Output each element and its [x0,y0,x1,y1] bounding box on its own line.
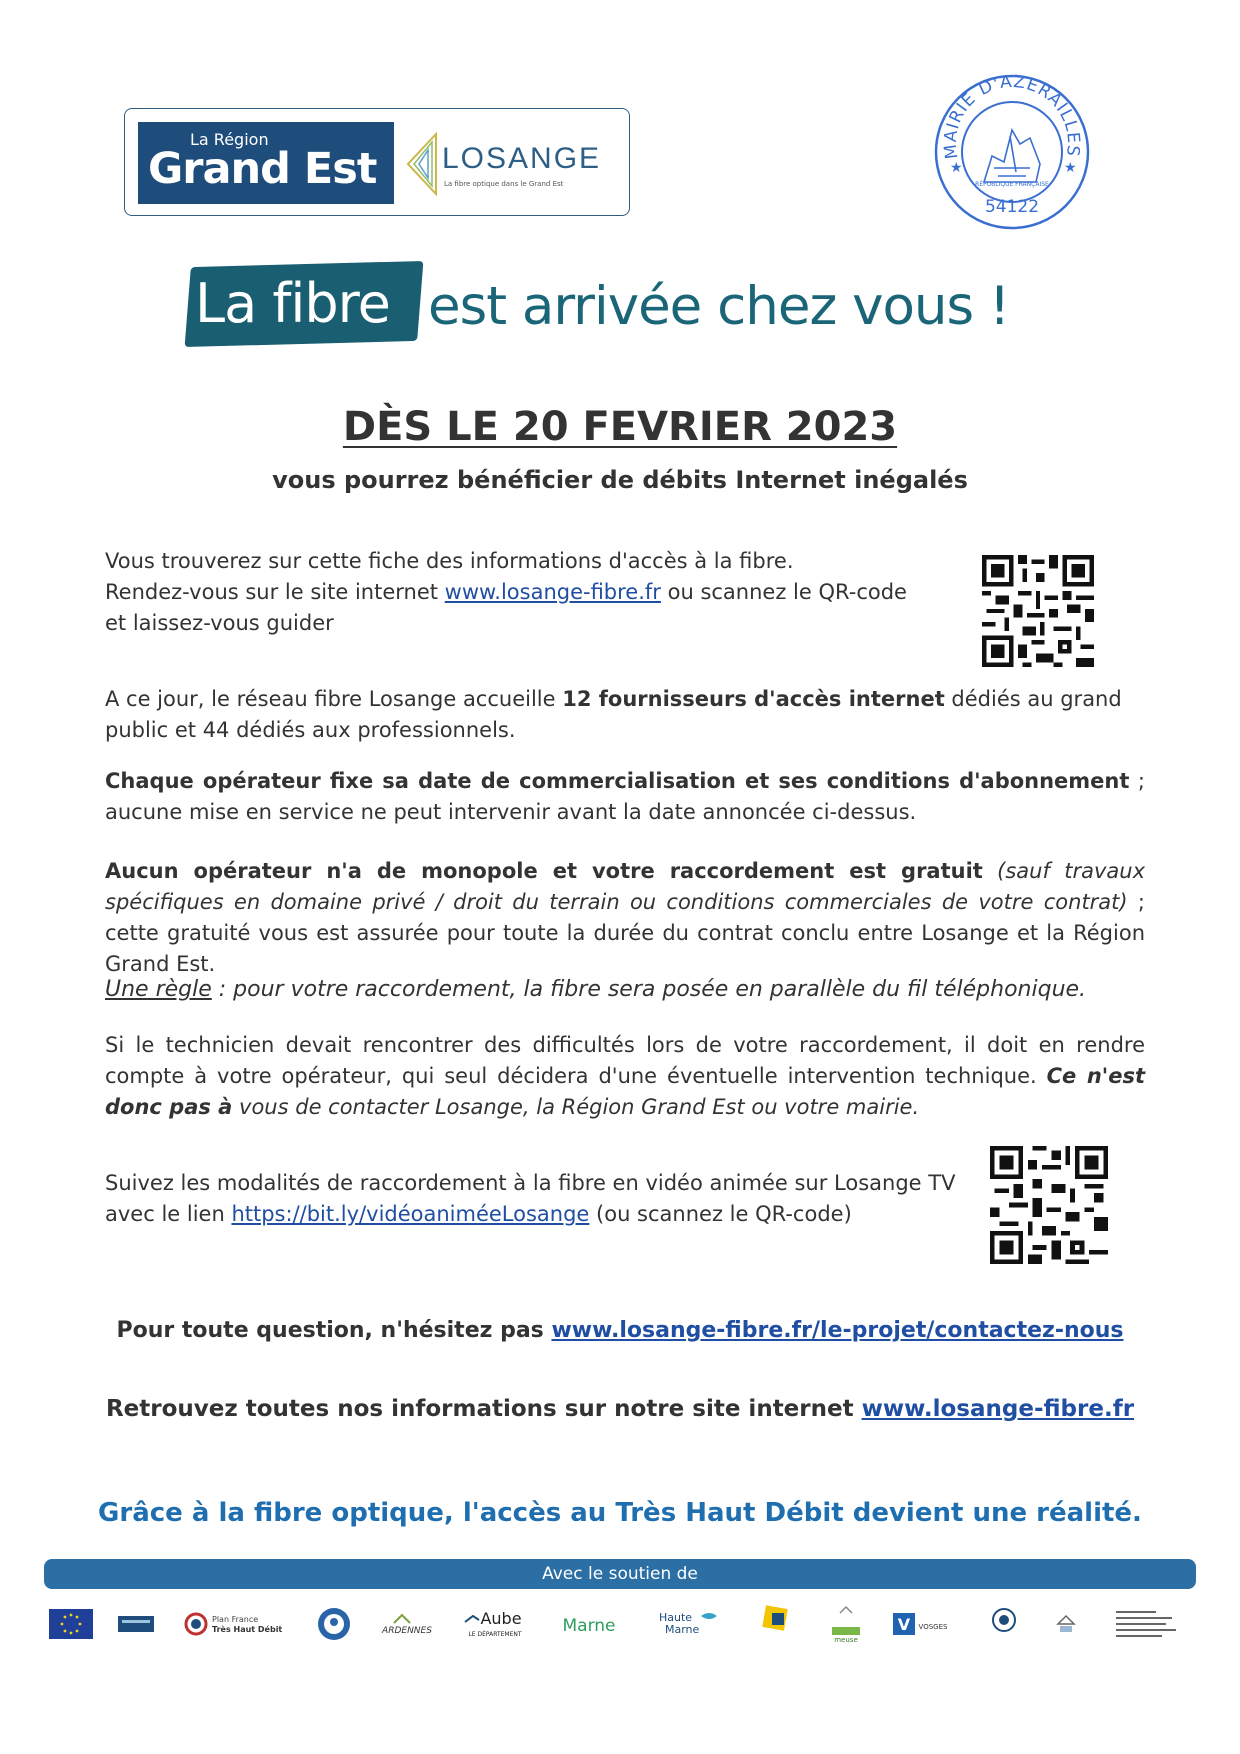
support-bar: Avec le soutien de [44,1559,1196,1589]
losange-tagline: La fibre optique dans le Grand Est [444,180,564,188]
haut-rhin-logo [982,1604,1026,1644]
meurthe-moselle-logo [752,1604,800,1644]
technician-paragraph [105,1030,1145,1123]
monopole-italic: (sauf travaux spécifiques en domaine privé / droit du terrain ou conditions commerciales de votre contrat) [105,859,1145,914]
intro-paragraph [105,546,965,639]
intro-line1: Vous trouverez sur cette fiche des informations d'accès à la fibre. [105,549,794,573]
stamp-star-right: ★ [1064,160,1077,176]
retrouvez-text: Retrouvez toutes nos informations sur notre site internet [105,1396,862,1422]
plan-france-thd-logo [182,1604,286,1644]
bas-rhin-logo [1044,1604,1088,1644]
svg-text:ARDENNES: ARDENNES [382,1626,432,1636]
date-title-text: DÈS LE 20 FEVRIER 2023 [342,404,898,450]
video-paragraph [105,1168,985,1230]
region-big-label: Grand Est [148,144,377,194]
regle-paragraph [105,974,1145,1005]
losange-diamond-icon [404,132,438,196]
seal-logo [312,1604,356,1644]
closing-statement: Grâce à la fibre optique, l'accès au Très Haut Débit devient une réalité. [98,1498,1142,1528]
svg-text:Marne: Marne [665,1623,700,1636]
stamp-star-left: ★ [950,160,963,176]
losange-logo [404,128,624,202]
video-link[interactable]: https://bit.ly/vidéoaniméeLosange [231,1202,590,1226]
svg-text:Aube: Aube [480,1609,522,1628]
ardennes-logo [374,1604,440,1644]
region-small-label: La Région [190,130,269,149]
svg-text:meuse: meuse [834,1636,858,1643]
fai-before: A ce jour, le réseau fibre Losange accueille [105,687,563,711]
marianne-emblem [984,130,1040,182]
fai-paragraph [105,684,1145,746]
communes-logo [1110,1604,1190,1644]
tech-bold-italic: Ce n'est donc pas à [105,1064,1145,1119]
contact-link[interactable]: www.losange-fibre.fr/le-projet/contactez-nous [551,1318,1124,1343]
monopole-after: ; cette gratuité vous est assurée pour toute la durée du contrat conclu entre Losange et la Région Grand Est. [105,890,1145,976]
regle-after: : pour votre raccordement, la fibre sera posée en parallèle du fil téléphonique. [211,977,1087,1002]
operator-after: ; aucune mise en service ne peut intervenir avant la date annoncée ci-dessus. [105,769,1145,824]
headline-highlight: La fibre [195,272,390,335]
region-grand-est-logo [138,122,394,204]
operator-bold: Chaque opérateur fixe sa date de commercialisation et ses conditions d'abonnement [105,769,1130,793]
svg-text:Marne: Marne [562,1616,616,1636]
question-text: Pour toute question, n'hésitez pas [116,1318,552,1343]
mairie-stamp [932,72,1092,232]
stamp-text: MAIRIE D'AZERAILLES [940,72,1084,161]
monopole-paragraph [105,856,1145,980]
svg-text:VOSGES: VOSGES [918,1623,948,1631]
svg-text:V: V [897,1615,911,1634]
tech-before: Si le technicien devait rencontrer des difficultés lors de votre raccordement, il doit en rendre compte à votre opérateur, qui seul décidera d'une éventuelle intervention technique. [105,1033,1145,1088]
marne-logo [554,1604,624,1644]
aube-logo [460,1604,530,1644]
regle-underlined: Une règle [105,977,212,1002]
stamp-ribbon: RÉPUBLIQUE FRANÇAISE [975,181,1049,188]
fai-bold: 12 fournisseurs d'accès internet [562,687,945,711]
intro-line2-before: Rendez-vous sur le site internet [105,580,445,604]
date-subtitle: vous pourrez bénéficier de débits Internet inégalés [272,466,968,494]
intro-line2-after: ou scannez le QR-code [660,580,907,604]
fai-after: dédiés au grand public et 44 dédiés aux professionnels. [105,687,1122,742]
video-line1: Suivez les modalités de raccordement à la fibre en vidéo animée sur Losange TV [105,1171,956,1195]
monopole-bold: Aucun opérateur n'a de monopole et votre raccordement est gratuit [105,859,983,883]
svg-text:Très Haut Débit: Très Haut Débit [212,1625,283,1634]
site-link[interactable]: www.losange-fibre.fr [444,580,661,604]
operator-paragraph [105,766,1145,828]
vosges-logo [890,1604,952,1644]
video-line2-after: (ou scannez le QR-code) [589,1202,852,1226]
date-title [0,404,1240,450]
intro-line3: et laissez-vous guider [105,611,334,635]
question-line [0,1318,1240,1343]
video-line2-before: avec le lien [105,1202,232,1226]
meuse-logo [826,1604,866,1644]
losange-name: LOSANGE [442,142,602,175]
losange-small-logo [112,1604,160,1644]
retrouvez-link[interactable]: www.losange-fibre.fr [861,1396,1135,1422]
qr-code-site[interactable] [982,555,1094,667]
svg-text:Haute: Haute [659,1611,693,1624]
headline-rest: est arrivée chez vous ! [428,276,1010,337]
svg-text:LE DÉPARTEMENT: LE DÉPARTEMENT [468,1631,522,1638]
eu-flag-icon [46,1604,96,1644]
haute-marne-logo [656,1604,728,1644]
tech-italic: vous de contacter Losange, la Région Grand Est ou votre mairie. [232,1095,920,1119]
qr-code-video[interactable] [990,1146,1108,1264]
stamp-code: 54122 [984,197,1040,217]
svg-text:Plan France: Plan France [212,1615,259,1624]
retrouvez-line [0,1396,1240,1422]
